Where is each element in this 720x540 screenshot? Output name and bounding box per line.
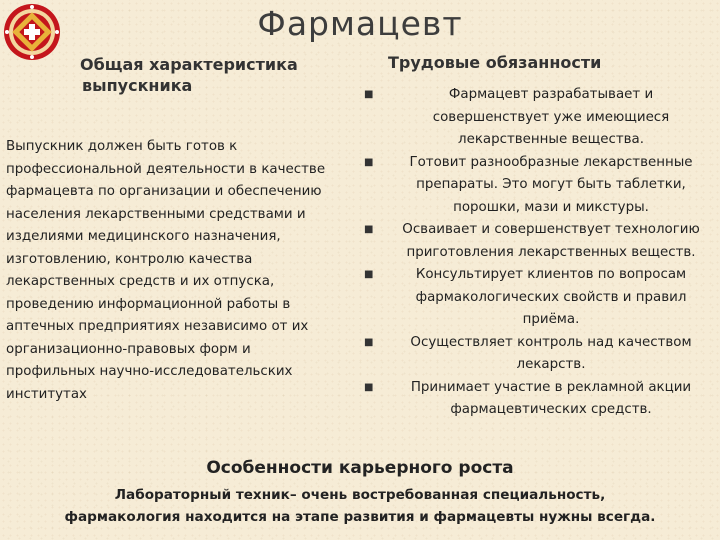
- bullet-icon: ■: [364, 269, 374, 280]
- duty-text: Осваивает и совершенствует технологию приготовления лекарственных веществ.: [402, 222, 700, 260]
- duty-text: Готовит разнообразные лекарственные препараты. Это могут быть таблетки, порошки, мази и микстуры.: [409, 154, 693, 215]
- right-column-heading: Трудовые обязанности: [388, 53, 602, 72]
- duty-text: Осуществляет контроль над качеством лекарств.: [410, 334, 692, 372]
- career-heading: Особенности карьерного роста: [206, 458, 514, 478]
- bullet-icon: ■: [364, 89, 374, 100]
- left-heading-line1: Общая характеристика: [80, 55, 298, 74]
- left-column-heading: [80, 54, 330, 96]
- career-line1: Лабораторный техник– очень востребованная специальность,: [114, 487, 606, 503]
- bullet-icon: ■: [364, 336, 374, 348]
- bullet-icon: ■: [364, 156, 374, 168]
- bullet-icon: ■: [364, 381, 374, 393]
- slide-title: Фармацевт: [257, 4, 463, 43]
- list-item: [362, 377, 712, 422]
- left-heading-line2: выпускника: [82, 76, 193, 95]
- duties-list: [362, 84, 712, 422]
- duty-text: Принимает участие в рекламной акции фармацевтических средств.: [410, 379, 692, 417]
- list-item: [362, 84, 712, 152]
- duty-text: Консультирует клиентов по вопросам фармакологических свойств и правил приёма.: [415, 267, 687, 327]
- list-item: [362, 219, 712, 264]
- graduate-description: Выпускник должен быть готов к профессиональной деятельности в качестве фармацевта по организации и обеспечению населения лекарственными средствами и изделиями медицинского назначения, изготовлению, контролю качества лекарственных средств и их отпуска, проведению информационной работы в аптечных предприятиях независимо от их организационно-правовых форм и профильных научно-исследовательских институтах: [6, 139, 326, 402]
- list-item: [362, 152, 712, 220]
- list-item: [362, 264, 712, 332]
- bullet-icon: ■: [364, 224, 374, 235]
- career-text: [0, 484, 720, 528]
- career-line2: фармакология находится на этапе развития и фармацевты нужны всегда.: [64, 509, 656, 525]
- duty-text: Фармацевт разрабатывает и совершенствует уже имеющиеся лекарственные вещества.: [432, 87, 670, 147]
- list-item: [362, 332, 712, 377]
